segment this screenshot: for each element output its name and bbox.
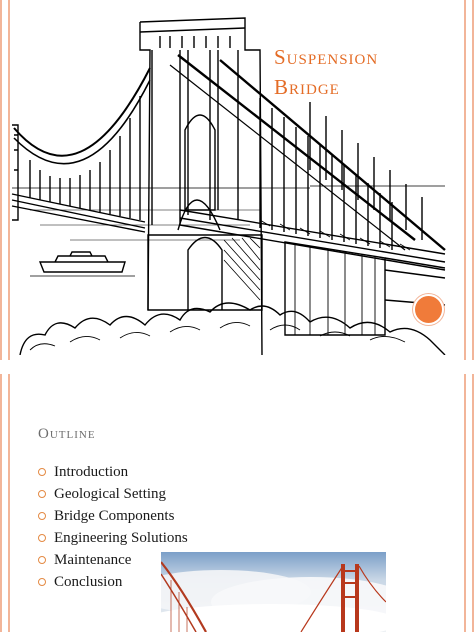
bullet-icon [38,468,46,476]
decorative-dot [415,296,442,323]
slide-gap [0,360,474,374]
slide-right-border [464,374,474,632]
bullet-icon [38,556,46,564]
slide-left-border [0,374,10,632]
list-item [38,527,188,549]
outline-heading: Outline [38,426,96,442]
list-item-label: Geological Setting [54,485,167,502]
list-item-label: Bridge Components [54,507,175,524]
title-line-2: Bridge [274,75,340,99]
list-item-label: Conclusion [54,573,123,590]
outline-slide [0,374,474,632]
list-item-label: Engineering Solutions [54,529,188,546]
list-item [38,483,188,505]
list-item [38,505,188,527]
list-item [38,461,188,483]
bullet-icon [38,578,46,586]
golden-gate-photo [161,552,386,632]
slide-left-border [0,0,10,360]
bridge-drawing [10,10,450,355]
bullet-icon [38,534,46,542]
title-line-1: Suspension [274,45,379,69]
bullet-icon [38,512,46,520]
slide-right-border [464,0,474,360]
list-item-label: Introduction [54,463,129,480]
slide-title [274,42,378,102]
list-item-label: Maintenance [54,551,132,568]
bullet-icon [38,490,46,498]
